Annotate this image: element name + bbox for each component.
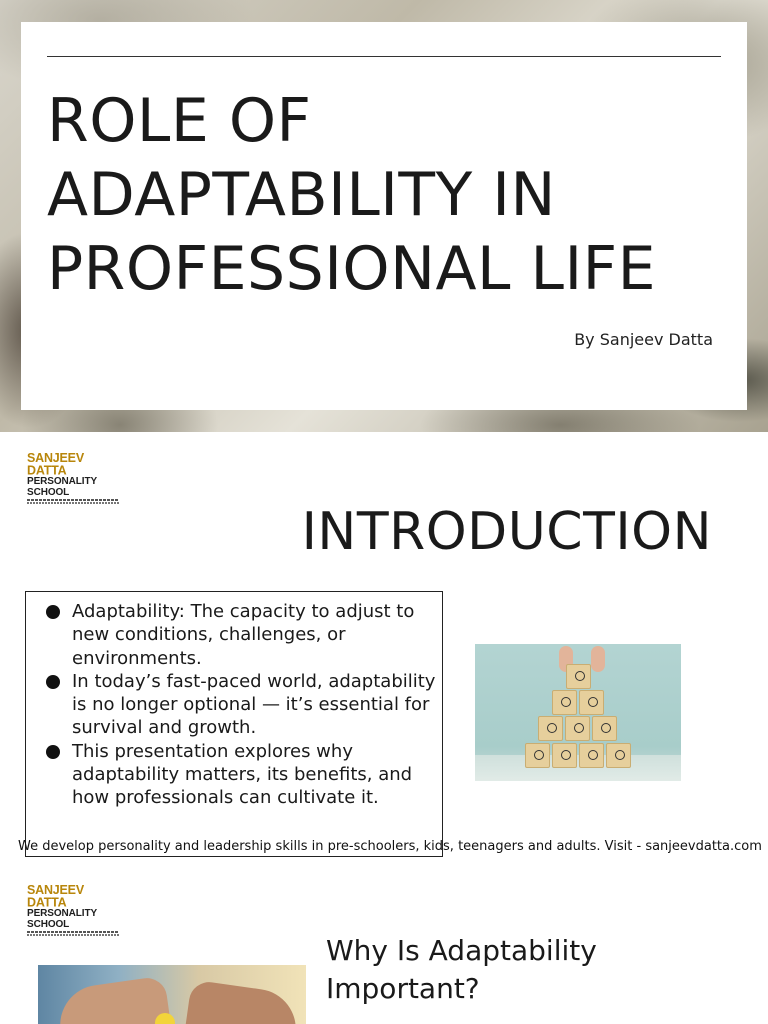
bullet-text: Adaptability: The capacity to adjust to new conditions, challenges, or environments. [72, 601, 415, 669]
logo-line-school: PERSONALITY SCHOOL [27, 908, 97, 930]
block-cube [552, 743, 577, 768]
block-cube [566, 664, 591, 689]
title-line: PROFESSIONAL LIFE [47, 234, 657, 304]
wooden-blocks-pyramid-icon [475, 644, 681, 781]
coin-shape [155, 1013, 175, 1024]
table-surface [475, 755, 681, 781]
bullet-text: In today’s fast-paced world, adaptability is no longer optional — it’s essential for survival and growth. [72, 670, 436, 739]
block-cube [525, 743, 550, 768]
logo-line-name: SANJEEV DATTA [27, 450, 84, 478]
bullet-list [26, 592, 442, 810]
logo-tagline-bar [27, 502, 119, 504]
bullet-dot-icon [46, 605, 60, 619]
bullet-item [46, 740, 436, 810]
heading-line: Important? [326, 972, 480, 1005]
presentation-title [47, 84, 727, 306]
finger-shape [591, 646, 605, 672]
logo-line-school: PERSONALITY SCHOOL [27, 476, 97, 498]
school-logo [27, 450, 123, 498]
logo-line-name: SANJEEV DATTA [27, 882, 84, 910]
hand-shape [55, 976, 171, 1024]
bullet-box [25, 591, 443, 857]
block-cube [538, 716, 563, 741]
slide-heading: INTRODUCTION [301, 502, 712, 562]
title-divider [47, 56, 721, 57]
title-card [21, 22, 747, 410]
introduction-slide [0, 432, 768, 864]
title-slide [0, 0, 768, 432]
why-important-slide [0, 864, 768, 1024]
school-logo [27, 882, 123, 930]
footer-tagline: We develop personality and leadership skills in pre-schoolers, kids, teenagers and adults. Visit - sanjeevdatta.com [18, 839, 762, 854]
logo-tagline-bar [27, 499, 119, 501]
block-cube [592, 716, 617, 741]
author-byline: By Sanjeev Datta [574, 330, 713, 349]
bullet-dot-icon [46, 675, 60, 689]
bullet-dot-icon [46, 745, 60, 759]
handshake-icon [38, 965, 306, 1024]
block-cube [606, 743, 631, 768]
bullet-item [46, 670, 436, 740]
slide-heading [326, 932, 726, 1008]
title-line: ROLE OF [47, 86, 312, 156]
block-cube [579, 743, 604, 768]
logo-tagline-bar [27, 934, 119, 936]
block-cube [579, 690, 604, 715]
block-cube [565, 716, 590, 741]
heading-line: Why Is Adaptability [326, 934, 597, 967]
bullet-item [46, 600, 436, 670]
logo-tagline-bar [27, 931, 119, 933]
bullet-text: This presentation explores why adaptability matters, its benefits, and how professionals can cultivate it. [72, 740, 413, 809]
title-line: ADAPTABILITY IN [47, 160, 556, 230]
hand-shape [185, 980, 301, 1024]
block-cube [552, 690, 577, 715]
